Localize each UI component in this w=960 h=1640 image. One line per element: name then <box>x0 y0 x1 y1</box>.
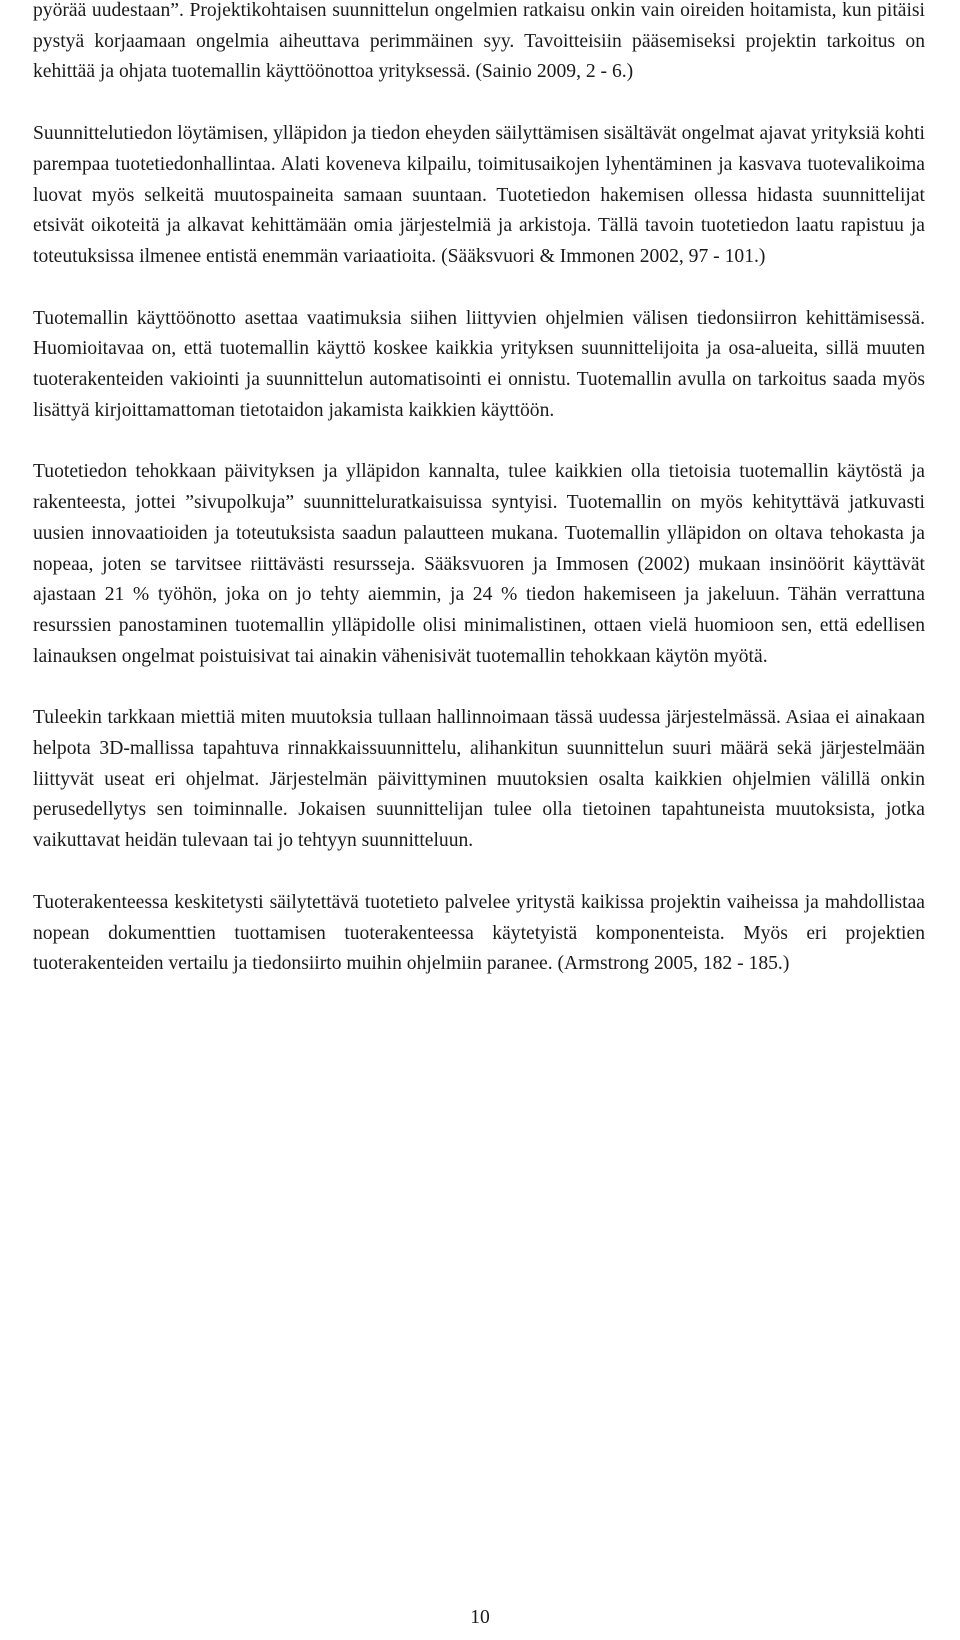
paragraph-5: Tuleekin tarkkaan miettiä miten muutoksia tullaan hallinnoimaan tässä uudessa järjestelmässä. Asiaa ei ainakaan helpota 3D-mallissa tapahtuva rinnakkaissuunnittelu, alihankitun suunnittelun suuri määrä sekä järjestelmään liittyvät useat eri ohjelmat. Järjestelmän päivittyminen muutoksien osalta kaikkien ohjelmien välillä onkin perusedellytys sen toiminnalle. Jokaisen suunnittelijan tulee olla tietoinen tapahtuneista muutoksista, jotka vaikuttavat heidän tulevaan tai jo tehtyyn suunnitteluun. <box>33 707 925 852</box>
document-page <box>33 0 925 1011</box>
paragraph-3: Tuotemallin käyttöönotto asettaa vaatimuksia siihen liittyvien ohjelmien välisen tiedonsiirron kehittämisessä. Huomioitavaa on, että tuotemallin käyttö koskee kaikkia yrityksen suunnittelijoita ja osa-alueita, sillä muuten tuoterakenteiden vakiointi ja suunnittelun automatisointi ei onnistu. Tuotemallin avulla on tarkoitus saada myös lisättyä kirjoittamattoman tietotaidon jakamista kaikkien käyttöön. <box>33 307 925 421</box>
page-number: 10 <box>470 1607 490 1628</box>
paragraph-4: Tuotetiedon tehokkaan päivityksen ja ylläpidon kannalta, tulee kaikkien olla tietoisia tuotemallin käytöstä ja rakenteesta, jottei ”sivupolkuja” suunnitteluratkaisuissa syntyisi. Tuotemallin on myös kehityttävä jatkuvasti uusien innovaatioiden ja toteutuksista saadun palautteen mukana. Tuotemallin ylläpidon on oltava tehokasta ja nopeaa, joten se tarvitsee riittävästi resursseja. Sääksvuoren ja Immosen (2002) mukaan insinöörit käyttävät ajastaan 21 % työhön, joka on jo tehty aiemmin, ja 24 % tiedon hakemiseen ja jakeluun. Tähän verrattuna resurssien panostaminen tuotemallin ylläpidolle olisi minimalistinen, ottaen vielä huomioon sen, että edellisen lainauksen ongelmat poistuisivat tai ainakin vähenisivät tuotemallin tehokkaan käytön myötä. <box>33 461 925 667</box>
paragraph-1: pyörää uudestaan”. Projektikohtaisen suunnittelun ongelmien ratkaisu onkin vain oireiden hoitamista, kun pitäisi pystyä korjaamaan ongelmia aiheuttava perimmäinen syy. Tavoitteisiin pääsemiseksi projektin tarkoitus on kehittää ja ohjata tuotemallin käyttöönottoa yrityksessä. (Sainio 2009, 2 - 6.) <box>33 0 925 83</box>
paragraph-2: Suunnittelutiedon löytämisen, ylläpidon ja tiedon eheyden säilyttämisen sisältävät ongelmat ajavat yrityksiä kohti parempaa tuotetiedonhallintaa. Alati koveneva kilpailu, toimitusaikojen lyhentäminen ja kasvava tuotevalikoima luovat myös selkeitä muutospaineita samaan suuntaan. Tuotetiedon hakemisen ollessa hidasta suunnittelijat etsivät oikoteitä ja alkavat kehittämään omia järjestelmiä ja arkistoja. Tällä tavoin tuotetiedon laatu rapistuu ja toteutuksissa ilmenee entistä enemmän variaatioita. (Sääksvuori & Immonen 2002, 97 - 101.) <box>33 123 925 267</box>
paragraph-6: Tuoterakenteessa keskitetysti säilytettävä tuotetieto palvelee yritystä kaikissa projektin vaiheissa ja mahdollistaa nopean dokumenttien tuottamisen tuoterakenteessa käytetyistä komponenteista. Myös eri projektien tuoterakenteiden vertailu ja tiedonsiirto muihin ohjelmiin paranee. (Armstrong 2005, 182 - 185.) <box>33 891 925 975</box>
